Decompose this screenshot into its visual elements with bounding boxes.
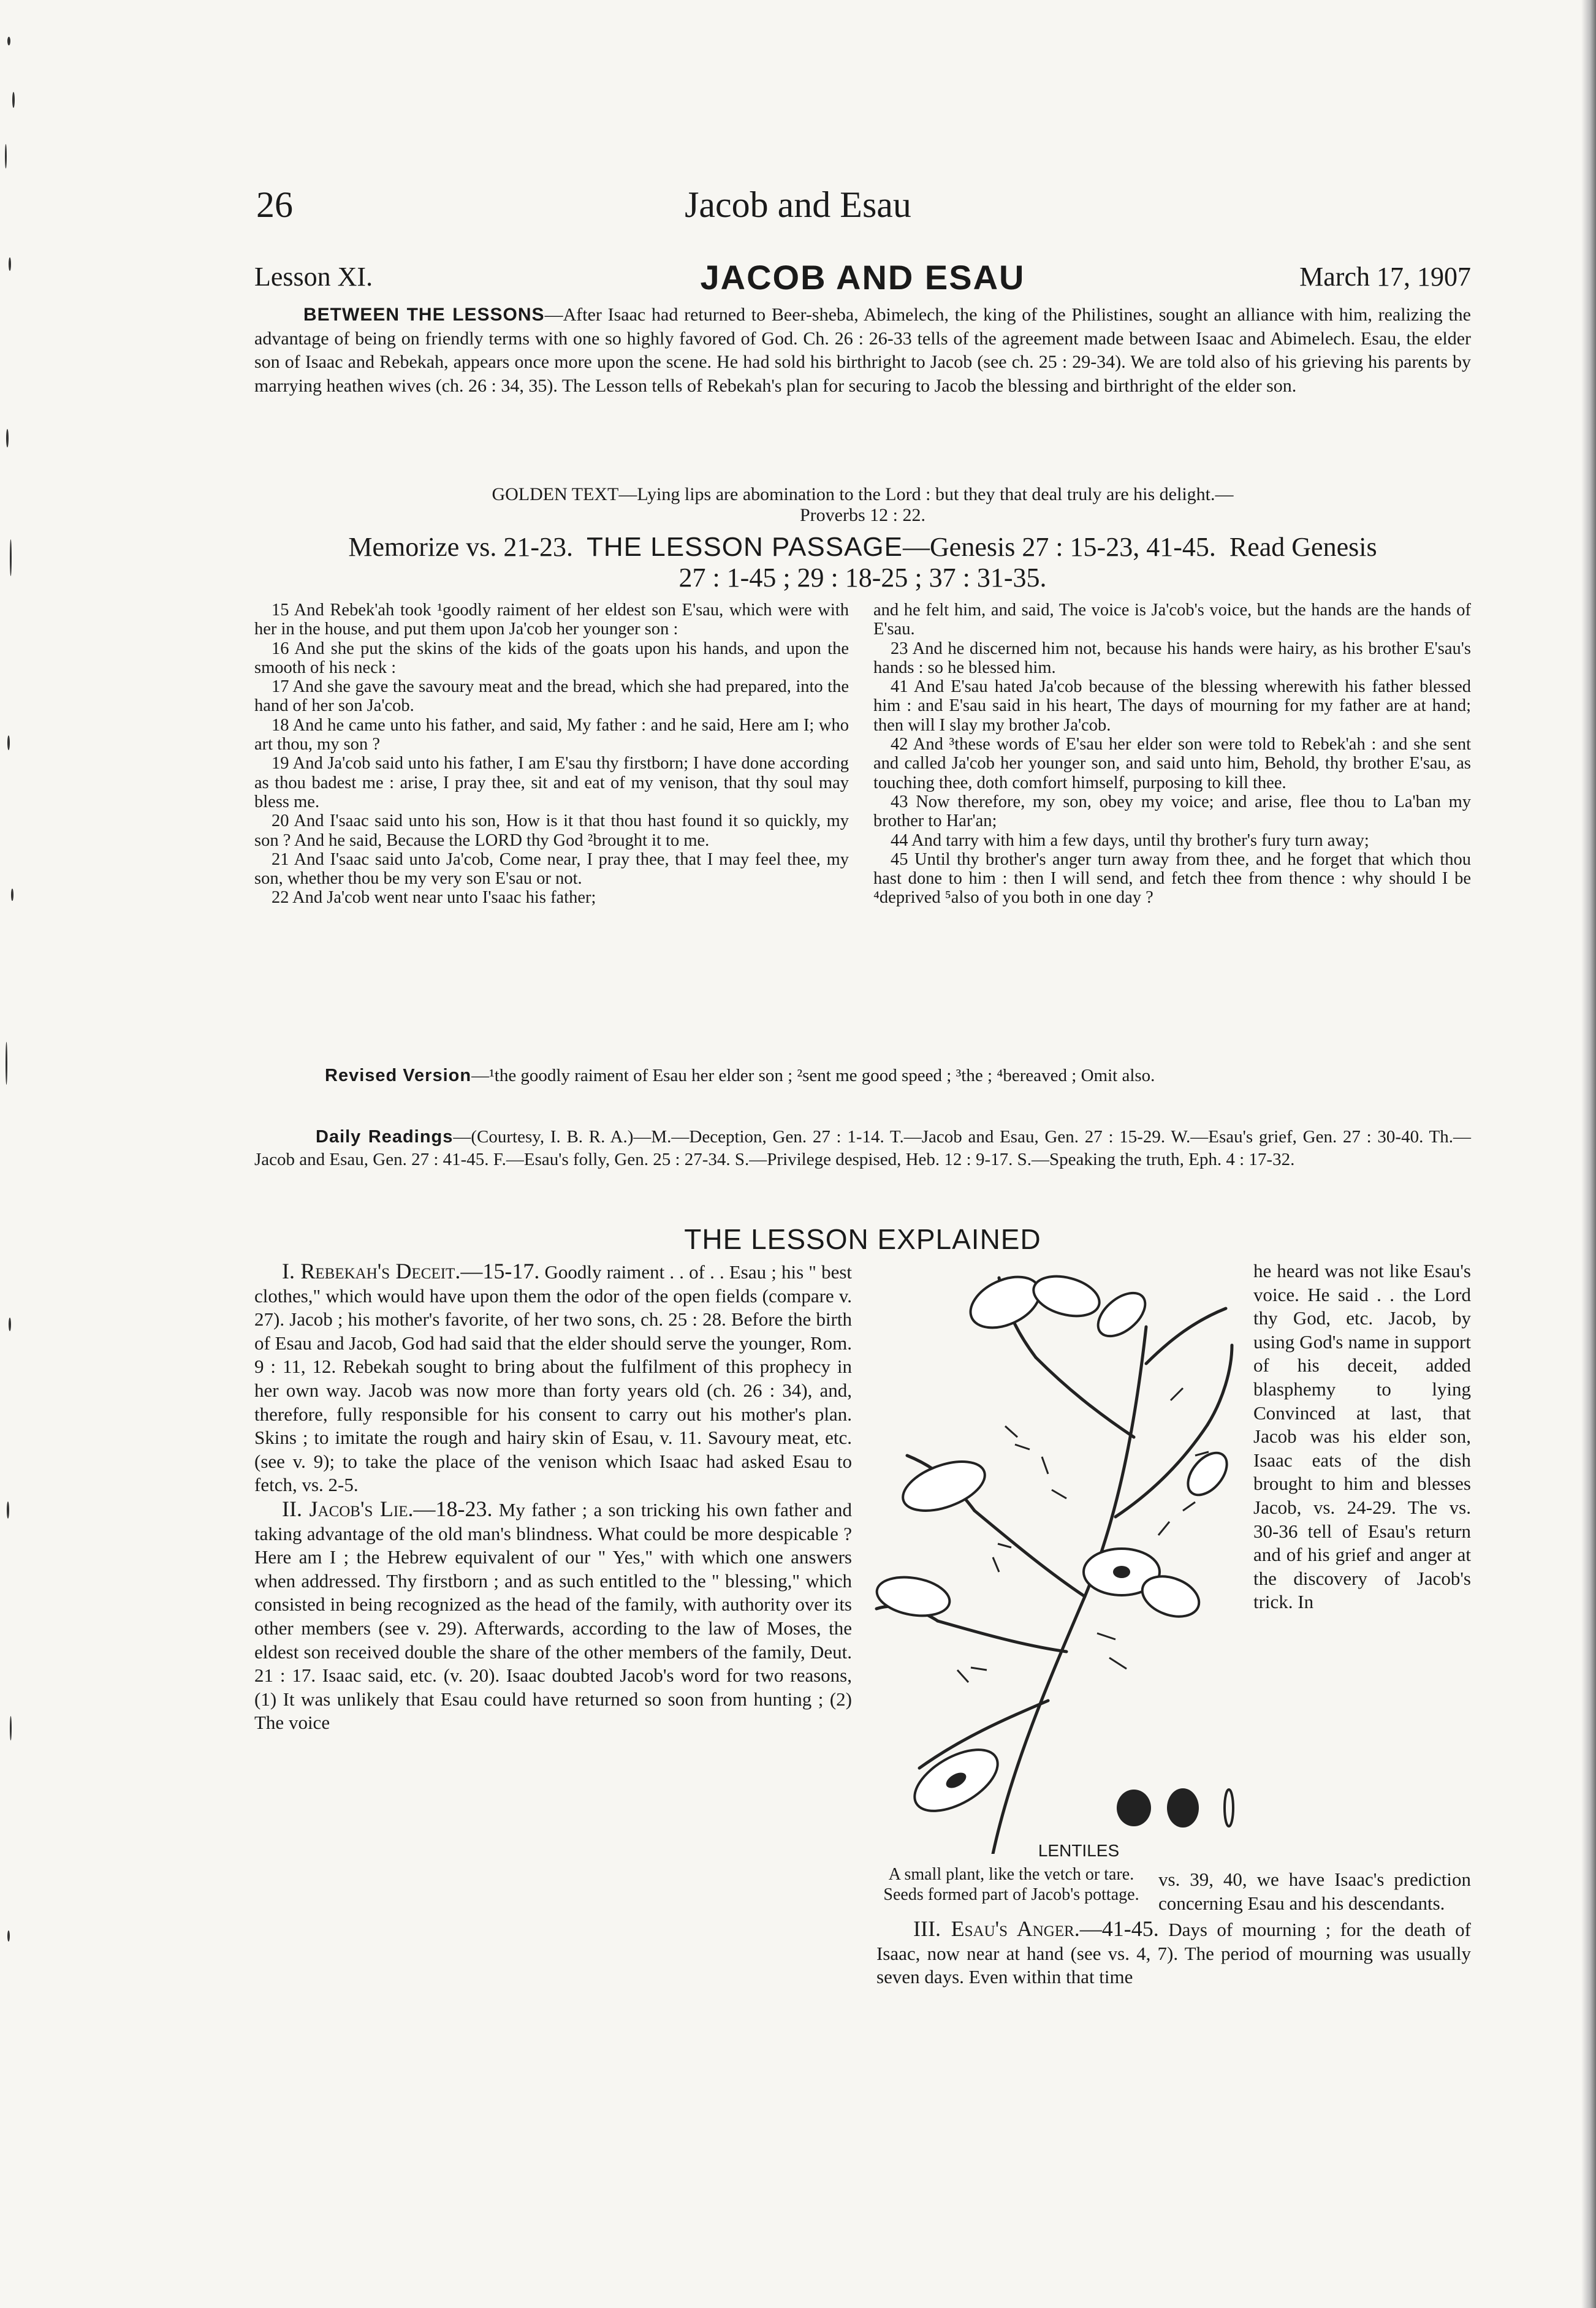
scripture-verse: 43 Now therefore, my son, obey my voice; and arise, flee thou to La'ban my brother to Har'an; <box>873 792 1471 831</box>
lesson-explained-title: THE LESSON EXPLAINED <box>684 1223 1041 1255</box>
figure-caption: A small plant, like the vetch or tare. Seeds formed part of Jacob's pottage. <box>883 1865 1139 1904</box>
lentile-plant-drawing <box>864 1253 1244 1854</box>
golden-text <box>254 484 1471 526</box>
scripture-verse: 22 And Ja'cob went near unto I'saac his father; <box>272 888 596 908</box>
lesson-header <box>254 257 1471 300</box>
scripture-verse: 19 And Ja'cob said unto his father, I am E'sau thy firstborn; I have done according as thou badest me : arise, I pray thee, sit and eat of my venison, that thy soul may bless me. <box>254 754 849 811</box>
scripture-verse: 16 And she put the skins of the kids of the goats upon his hands, and upon the smooth of his neck : <box>254 639 849 677</box>
scripture-verse: 17 And she gave the savoury meat and the bread, which she had prepared, into the hand of her son Ja'cob. <box>254 677 849 716</box>
scripture-verse: 21 And I'saac said unto Ja'cob, Come near, I pray thee, that I may feel thee, my son, whether thou be my very son E'sau or not. <box>254 849 849 889</box>
explained-right-narrow: he heard was not like Esau's voice. He said . . the Lord thy God, etc. Jacob, by using God's name in support of his deceit, added blasphemy to lying Convinced at last, that Jacob was his elder son, Isaac eats of the dish brought to him and blesses Jacob, vs. 24-29. The vs. 30-36 tell of Esau's return and of his grief and anger at the discovery of Jacob's trick. In <box>1253 1260 1471 1613</box>
scripture-verse: 45 Until thy brother's anger turn away from thee, and he forget that which thou hast done to him : then I will send, and fetch thee from thence : why should I be ⁴deprived ⁵also of you both in one day ? <box>873 849 1471 908</box>
scripture-verse: 42 And ³these words of E'sau her elder son were told to Rebek'ah : and she sent and called Ja'cob her younger son, and said unto him, Behold, thy brother E'sau, as touching thee, doth comfort himself, purposing to kill thee. <box>873 735 1471 792</box>
lesson-number: Lesson XI. <box>254 262 373 292</box>
lentiles-illustration <box>864 1253 1244 1854</box>
scripture-verse: 20 And I'saac said unto his son, How is it that thou hast found it so quickly, my son ? And he said, Because the LORD thy God ²brought it to me. <box>254 811 849 850</box>
scripture-verse: 23 And he discerned him not, because his hands were hairy, as his brother E'sau's hands : so he blessed him. <box>873 639 1471 677</box>
scripture-verse: 15 And Rebek'ah took ¹goodly raiment of her eldest son E'sau, which were with her in the house, and put them upon Ja'cob her younger son : <box>254 601 849 639</box>
lesson-title: JACOB AND ESAU <box>700 258 1025 297</box>
page-number: 26 <box>256 184 293 225</box>
section-esaus-anger: III. Esau's Anger.—41-45. Days of mourning ; for the death of Isaac, now near at hand (see vs. 4, 7). The period of mourning was usually seven days. Even within that time <box>876 1916 1472 1988</box>
daily-readings: Daily Readings—(Courtesy, I. B. R. A.)—M.—Deception, Gen. 27 : 1-14. T.—Jacob and Esau, Gen. 27 : 15-29. W.—Esau's grief, Gen. 27 : 30-40. Th.—Jacob and Esau, Gen. 27 : 41-45. F.—Esau's folly, Gen. 25 : 27-34. S.—Privilege despised, Heb. 12 : 9-17. S.—Speaking the truth, Eph. 4 : 17-32. <box>254 1127 1471 1169</box>
revised-version: Revised Version—¹the goodly raiment of Esau her elder son ; ²sent me good speed ; ³the ; ⁴bereaved ; Omit also. <box>325 1066 1155 1085</box>
lesson-date: March 17, 1907 <box>1299 262 1471 292</box>
explained-right-wide-line: vs. 39, 40, we have Isaac's prediction concerning Esau and his descendants. <box>1158 1869 1471 1914</box>
scripture-verse: 41 And E'sau hated Ja'cob because of the blessing wherewith his father blessed him : and E'sau said in his heart, The days of mourning for my father are at hand; then will I slay my brother Ja'cob. <box>873 677 1471 735</box>
between-the-lessons: BETWEEN THE LESSONS—After Isaac had returned to Beer-sheba, Abimelech, the king of the Philistines, sought an alliance with him, realizing the advantage of being on friendly terms with one so highly favored of God. Ch. 26 : 26-33 tells of the agreement made between Isaac and Abimelech. Esau, the elder son of Isaac and Rebekah, appears once more upon the scene. He had sold his birthright to Jacob (see ch. 25 : 29-34). We are told also of his grieving his parents by marrying heathen wives (ch. 26 : 34, 35). The Lesson tells of Rebekah's plan for securing to Jacob the blessing and birthright of the elder son. <box>254 305 1471 396</box>
scan-edge-left <box>0 0 43 2308</box>
golden-text-ref: Proverbs 12 : 22. <box>800 505 925 525</box>
scan-edge-right <box>1581 0 1596 2308</box>
scripture-verse: 18 And he came unto his father, and said, My father : and he said, Here am I; who art thou, my son ? <box>254 715 849 754</box>
lesson-passage-header: Memorize vs. 21-23. THE LESSON PASSAGE—Genesis 27 : 15-23, 41-45. Read Genesis 27 : 1-45 ; 29 : 18-25 ; 37 : 31-35. <box>254 532 1471 593</box>
golden-text-body: GOLDEN TEXT—Lying lips are abomination to the Lord : but they that deal truly are his delight.— <box>492 484 1234 504</box>
explained-left-column <box>254 1259 852 1735</box>
section-jacobs-lie: II. Jacob's Lie.—18-23. My father ; a son tricking his own father and taking advantage of the old man's blindness. What could be more despicable ? Here am I ; the Hebrew equivalent of our " Yes," with which one answers when addressed. Thy firstborn ; and as such entitled to the " blessing," which consisted in being recognized as the head of the family, with authority over its other members (see v. 29). Afterwards, according to the law of Moses, the eldest son received double the share of the other members of the family, Deut. 21 : 17. Isaac said, etc. (v. 20). Isaac doubted Jacob's word for two reasons, (1) It was unlikely that Esau could have returned so soon from hunting ; (2) The voice <box>254 1496 852 1734</box>
running-title: Jacob and Esau <box>685 184 911 225</box>
figure-label: LENTILES <box>1038 1841 1120 1860</box>
read-refs: 27 : 1-45 ; 29 : 18-25 ; 37 : 31-35. <box>678 563 1047 593</box>
scripture-verse: 44 And tarry with him a few days, until thy brother's fury turn away; <box>891 830 1369 850</box>
scripture-left-column <box>254 601 849 908</box>
scripture-verse: and he felt him, and said, The voice is Ja'cob's voice, but the hands are the hands of E'sau. <box>873 601 1471 639</box>
section-rebekahs-deceit: I. Rebekah's Deceit.—15-17. Goodly raiment . . of . . Esau ; his " best clothes," which would have upon them the odor of the open fields (compare v. 27). Jacob ; his mother's favorite, of her two sons, ch. 25 : 28. Before the birth of Esau and Jacob, God had said that the elder should serve the younger, Rom. 9 : 11, 12. Rebekah sought to bring about the fulfilment of this prophecy in her own way. Jacob was now more than forty years old (ch. 26 : 34), and, therefore, fully responsible for his consent to carry out his mother's plan. Skins ; to imitate the rough and hairy skin of Esau, v. 11. Savoury meat, etc. (see v. 9); to take the place of the venison which Isaac had asked Esau to fetch, vs. 2-5. <box>254 1259 852 1496</box>
scripture-right-column <box>873 601 1471 908</box>
